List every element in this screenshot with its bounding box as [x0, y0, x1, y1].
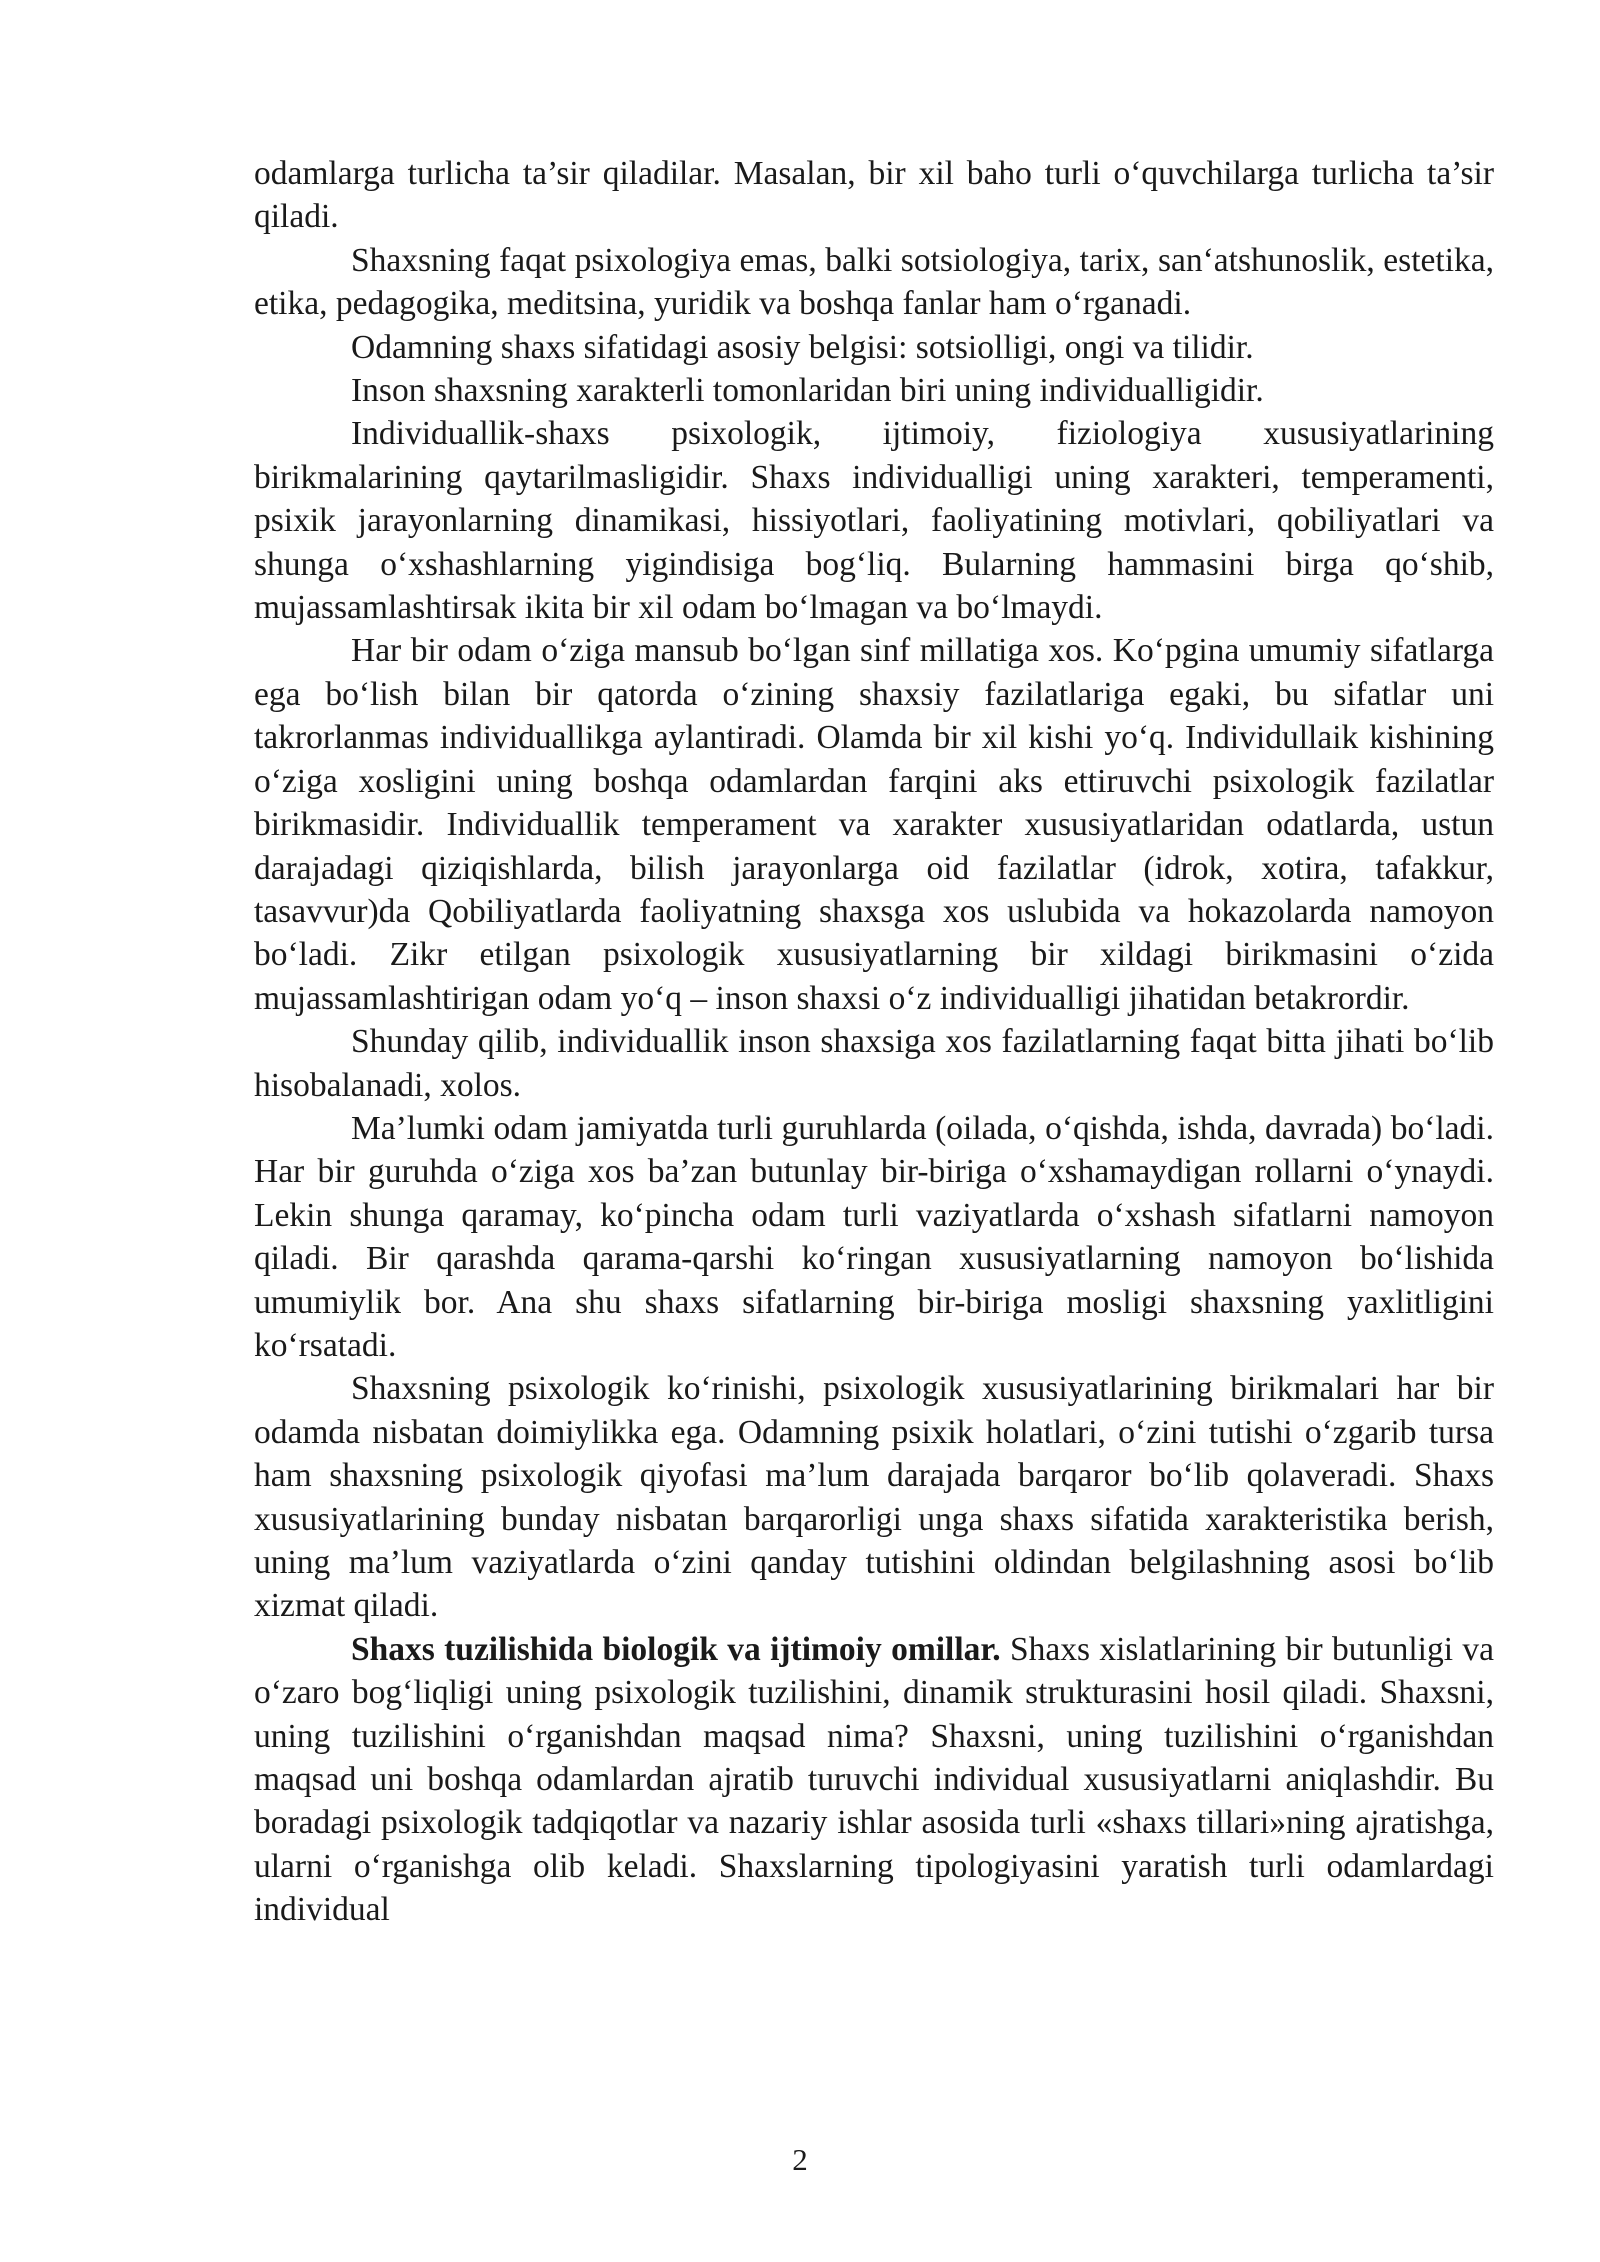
paragraph: Individuallik-shaxs psixologik, ijtimoiy, fiziologiya xususiyatlarining birikmalarining qaytarilmasligidir. Shaxs individualligi uning xarakteri, temperamenti, psixik jarayonlarning dinamikasi, hissiyotlari, faoliyatining motivlari, qobiliyatlari va shunga o‘xshashlarning yigindisiga bog‘liq. Bularning hammasini birga qo‘shib, mujassamlashtirsak ikita bir xil odam bo‘lmagan va bo‘lmaydi.	[254, 415, 1494, 627]
paragraph: Shunday qilib, individuallik inson shaxsiga xos fazilatlarning faqat bitta jihati bo‘lib hisobalanadi, xolos.	[254, 1023, 1494, 1104]
paragraph: Shaxsning faqat psixologiya emas, balki sotsiologiya, tarix, san‘atshunoslik, estetika, etika, pedagogika, meditsina, yuridik va boshqa fanlar ham o‘rganadi.	[254, 241, 1494, 323]
paragraph: Inson shaxsning xarakterli tomonlaridan biri uning individualligidir.	[351, 372, 1264, 410]
document-body	[254, 152, 1494, 1932]
paragraph: Ma’lumki odam jamiyatda turli guruhlarda (oilada, o‘qishda, ishda, davrada) bo‘ladi. Har bir guruhda o‘ziga xos ba’zan butunlay bir-biriga o‘xshamaydigan rollarni o‘ynaydi. Lekin shunga qaramay, ko‘pincha odam turli vaziyatlarda o‘xshash sifatlarni namoyon qiladi. Bir qarashda qarama-qarshi ko‘ringan xususiyatlarning namoyon bo‘lishida umumiylik bor. Ana shu shaxs sifatlarning bir-biriga mosligi shaxsning yaxlitligini ko‘rsatadi.	[254, 1109, 1494, 1364]
paragraph-with-heading	[254, 1628, 1494, 1932]
paragraph-text: Shaxs xislatlarining bir butunligi va o‘zaro bog‘liqligi uning psixologik tuzilishini, dinamik strukturasini hosil qiladi. Shaxsni, uning tuzilishini o‘rganishdan maqsad nima? Shaxsni, uning tuzilishini o‘rganishdan maqsad uni boshqa odamlardan ajratib turuvchi individual xususiyatlarni aniqlashdir. Bu boradagi psixologik tadqiqotlar va nazariy ishlar asosida turli «shaxs tillari»ning ajratishga, ularni o‘rganishga olib keladi. Shaxslarning tipologiyasini yaratish turli odamlardagi individual	[254, 1630, 1494, 1929]
paragraph-continuation: odamlarga turlicha ta’sir qiladilar. Masalan, bir xil baho turli o‘quvchilarga turlicha ta’sir qiladi.	[254, 155, 1494, 236]
section-heading: Shaxs tuzilishida biologik va ijtimoiy omillar.	[351, 1630, 1001, 1668]
paragraph: Shaxsning psixologik ko‘rinishi, psixologik xususiyatlarining birikmalari har bir odamda nisbatan doimiylikka ega. Odamning psixik holatlari, o‘zini tutishi o‘zgarib tursa ham shaxsning psixologik qiyofasi ma’lum darajada barqaror bo‘lib qolaveradi. Shaxs xususiyatlarining bunday nisbatan barqarorligi unga shaxs sifatida xarakteristika berish, uning ma’lum vaziyatlarda o‘zini qanday tutishini oldindan belgilashning asosi bo‘lib xizmat qiladi.	[254, 1370, 1494, 1625]
page-number: 2	[792, 2142, 808, 2177]
paragraph: Har bir odam o‘ziga mansub bo‘lgan sinf millatiga xos. Ko‘pgina umumiy sifatlarga ega bo‘lish bilan bir qatorda o‘zining shaxsiy fazilatlariga egaki, bu sifatlar uni takrorlanmas individuallikga aylantiradi. Olamda bir xil kishi yo‘q. Individullaik kishining o‘ziga xosligini uning boshqa odamlardan farqini aks ettiruvchi psixologik fazilatlar birikmasidir. Individuallik temperament va xarakter xususiyatlaridan odatlarda, ustun darajadagi qiziqishlarda, bilish jarayonlarga oid fazilatlar (idrok, xotira, tafakkur, tasavvur)da Qobiliyatlarda faoliyatning shaxsga xos uslubida va hokazolarda namoyon bo‘ladi. Zikr etilgan psixologik xususiyatlarning bir xildagi birikmasini o‘zida mujassamlashtirigan odam yo‘q – inson shaxsi o‘z individualligi jihatidan betakrordir.	[254, 632, 1494, 1017]
paragraph: Odamning shaxs sifatidagi asosiy belgisi: sotsiolligi, ongi va tilidir.	[351, 328, 1254, 366]
